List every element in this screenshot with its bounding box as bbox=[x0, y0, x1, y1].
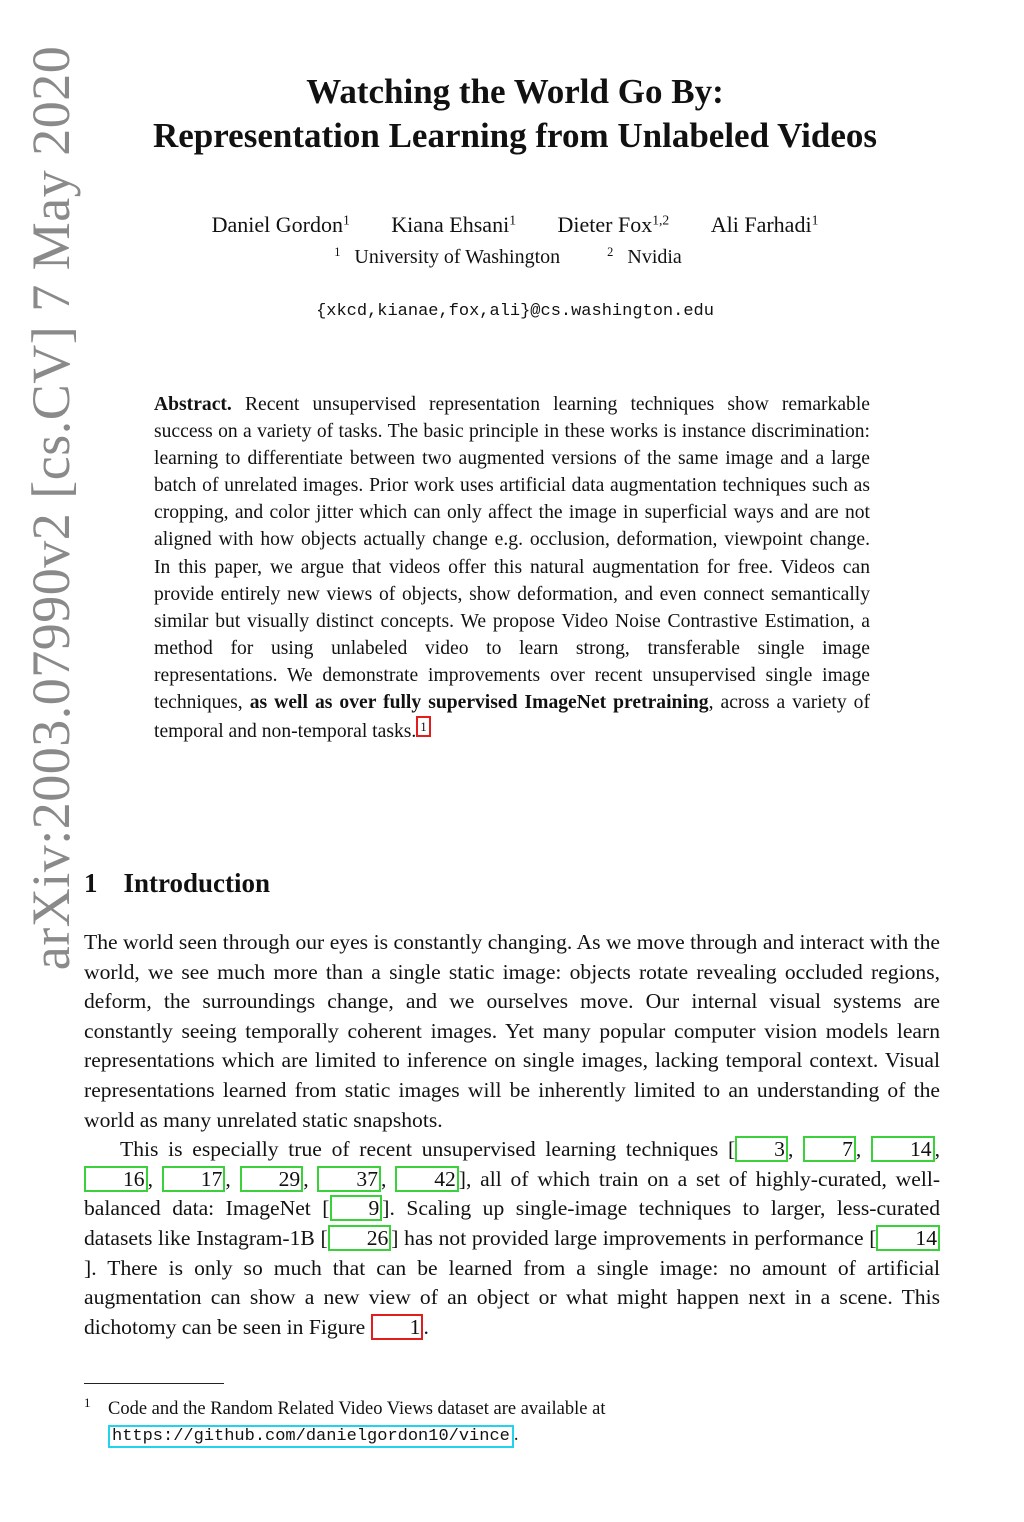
abstract-label: Abstract. bbox=[154, 394, 232, 415]
paragraph: This is especially true of recent unsupervised learning techniques [ 3 , 7 , 14 , 16 , 17 , 29 , 37 , 42 ], all of which train on a set of highly-curated, well-balanced data: ImageNet [ 9 ]. Scaling up single-image techniques to larger, less-curated datasets like Instagram-1B [ 26 ] has not provided large improvements in performance [ 14]. There is only so much that can be learned from a single image: no amount of artificial augmentation can show a new view of an object or what might happen next in a scene. This dichotomy can be seen in Figure 1 . bbox=[84, 1137, 941, 1339]
footnote-mark: 1 bbox=[84, 1395, 91, 1410]
citation-link[interactable]: 14 bbox=[871, 1136, 935, 1162]
author: Daniel Gordon$^1$ bbox=[211, 212, 350, 237]
figure-ref-link[interactable]: 1 bbox=[371, 1314, 424, 1340]
affiliation: $^2$ Nvidia bbox=[607, 245, 682, 268]
affiliation: $^1$ University of Washington bbox=[334, 245, 561, 268]
arxiv-identifier: arXiv:2003.07990v2 [cs.CV] 7 May 2020 bbox=[21, 45, 81, 971]
paragraph: The world seen through our eyes is constantly changing. As we move through and interact with the world, we see much more than a single static image: objects rotate revealing occluded regions, deform, the surroundings change, and we ourselves move. Our internal visual systems are constantly seeing temporally coherent images. Yet many popular computer vision models learn representations which are limited to inference on single images, lacking temporal context. Visual representations learned from static images will be inherently limited to an understanding of the world as many unrelated static snapshots. bbox=[84, 930, 940, 1132]
abstract-bold-text: as well as over fully supervised ImageNet pretraining bbox=[249, 692, 709, 714]
github-url-link[interactable]: https://github.com/danielgordon10/vince bbox=[108, 1425, 514, 1448]
section-title: Introduction bbox=[123, 868, 271, 898]
citation-link[interactable]: 3 bbox=[735, 1136, 788, 1162]
arxiv-identifier-sidebar bbox=[10, 45, 92, 971]
footnote-text: Code and the Random Related Video Views dataset are available at bbox=[108, 1399, 606, 1419]
citation-link[interactable]: 42 bbox=[395, 1166, 459, 1192]
abstract-text: Recent unsupervised representation learning techniques show remarkable success on a variety of tasks. The basic principle in these works is instance discrimination: learning to differentiate between two augmented versions of the same image and a large batch of unrelated images. Prior work uses artificial data augmentation techniques such as cropping, and color jitter which can only affect the image in superficial ways and are not aligned with how objects actually change e.g. occlusion, deformation, viewpoint change. In this paper, we argue that videos offer this natural augmentation for free. Videos can provide entirely new views of objects, show deformation, and even connect semantically similar but visually distinct concepts. We propose Video Noise Contrastive Estimation, a method for using unlabeled video to learn strong, transferable single image representations. We demonstrate improvements over recent unsupervised single image techniques, bbox=[154, 394, 870, 714]
abstract-text-end: , across a variety of temporal and non-temporal tasks. bbox=[154, 692, 870, 743]
citation-link[interactable]: 16 bbox=[84, 1166, 148, 1192]
author: Ali Farhadi$^1$ bbox=[710, 212, 819, 237]
title-line-2: Representation Learning from Unlabeled Videos bbox=[153, 116, 877, 155]
paper-title bbox=[90, 70, 940, 158]
section-heading-introduction bbox=[84, 868, 270, 899]
footnote-divider bbox=[84, 1383, 224, 1384]
citation-link[interactable]: 9 bbox=[330, 1195, 383, 1221]
author: Dieter Fox$^{1,2}$ bbox=[557, 212, 670, 237]
citation-link[interactable]: 17 bbox=[162, 1166, 226, 1192]
footnote: 1 Code and the Random Related Video Views dataset are available at https://github.com/danielgordon10/vince . bbox=[84, 1390, 940, 1450]
section-number: 1 bbox=[84, 868, 98, 898]
affiliation-list bbox=[90, 246, 940, 269]
citation-link[interactable]: 26 bbox=[328, 1225, 392, 1251]
title-line-1: Watching the World Go By: bbox=[306, 72, 724, 111]
citation-link[interactable]: 14 bbox=[876, 1225, 940, 1251]
footnote-ref-link[interactable]: 1 bbox=[416, 716, 431, 737]
citation-link[interactable]: 7 bbox=[803, 1136, 856, 1162]
author-email: {xkcd,kianae,fox,ali}@cs.washington.edu bbox=[316, 302, 714, 321]
citation-link[interactable]: 29 bbox=[240, 1166, 304, 1192]
author-list bbox=[90, 212, 940, 238]
author: Kiana Ehsani$^1$ bbox=[391, 212, 516, 237]
introduction-body bbox=[84, 928, 940, 1342]
citation-link[interactable]: 37 bbox=[317, 1166, 381, 1192]
abstract bbox=[154, 391, 870, 745]
